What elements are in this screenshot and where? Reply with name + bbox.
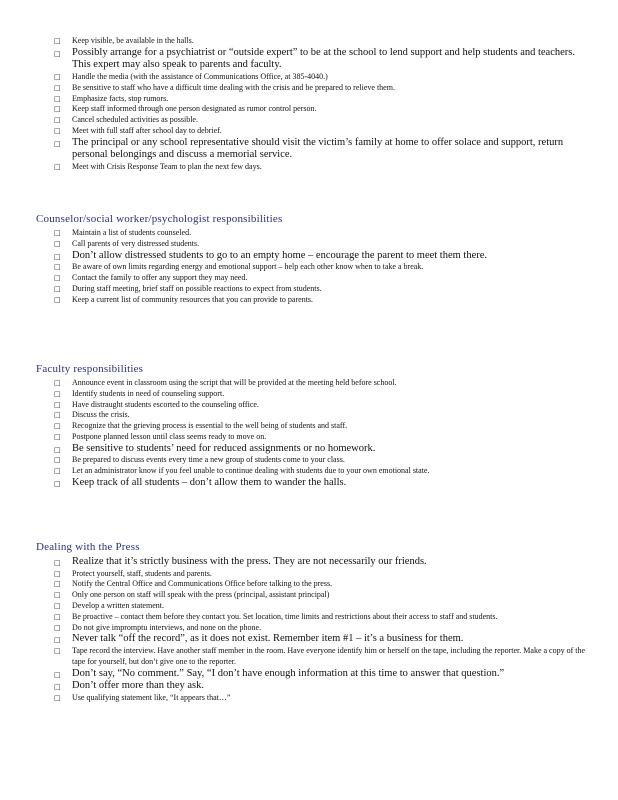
list-item-text: Let an administrator know if you feel unable to continue dealing with students due to your own emotional state. [72,466,430,476]
list-item [36,250,592,263]
counselor-list [36,228,592,305]
list-item [36,477,592,490]
list-item [36,126,592,137]
list-item [36,601,592,612]
bullet-icon: □ [54,229,61,237]
list-item-text: Be sensitive to staff who have a difficult time dealing with the crisis and be prepared to relieve them. [72,82,395,92]
section-heading: Dealing with the Press [36,541,140,553]
list-item-text: Meet with full staff after school day to debrief. [72,125,222,135]
list-item [36,693,592,704]
list-item-text: Don’t allow distressed students to go to an empty home – encourage the parent to meet them there. [72,249,488,261]
list-item-text: Keep track of all students – don’t allow them to wander the halls. [72,476,347,488]
list-item [36,466,592,477]
bullet-icon: □ [54,252,61,261]
bullet-icon: □ [54,72,61,81]
bullet-icon: □ [54,162,61,171]
list-item [36,680,592,693]
bullet-icon: □ [54,379,61,387]
bullet-icon: □ [54,126,61,135]
list-item [36,137,592,162]
list-item-text: Notify the Central Office and Communications Office before talking to the press. [72,579,333,589]
bullet-icon: □ [54,636,61,645]
list-item [36,284,592,295]
list-item [36,400,592,411]
section-counselor [36,212,592,305]
list-item-text: Announce event in classroom using the script that will be provided at the meeting held before school. [72,378,397,387]
press-list [36,556,592,704]
list-item [36,273,592,284]
list-item-text: Discuss the crisis. [72,410,130,420]
bullet-icon: □ [54,591,61,600]
section-heading: Counselor/social worker/psychologist responsibilities [36,213,283,225]
list-item [36,162,592,173]
bullet-icon: □ [54,646,61,655]
bullet-icon: □ [54,580,61,589]
bullet-icon: □ [54,479,61,488]
list-item-text: Do not give impromptu interviews, and none on the phone. [72,622,262,632]
list-item-text: Be proactive – contact them before they contact you. Set location, time limits and restrictions about their access to staff and students. [72,611,498,621]
bullet-icon: □ [54,422,61,431]
list-item [36,228,592,239]
bullet-icon: □ [54,670,61,679]
list-item-text: Cancel scheduled activities as possible. [72,115,198,125]
list-item-text: Never talk “off the record”, as it does not exist. Remember item #1 – it’s a business for them. [72,633,464,645]
bullet-icon: □ [54,49,61,58]
bullet-icon: □ [54,432,61,441]
list-item [36,579,592,590]
bullet-icon: □ [54,612,61,621]
list-item-text: Be aware of own limits regarding energy and emotional support – help each other know when to take a break. [72,262,424,272]
list-item-text: Possibly arrange for a psychiatrist or “outside expert” to be at the school to lend support and help students and teachers. This expert may also speak to parents and faculty. [72,46,575,71]
list-item-text: Handle the media (with the assistance of Communications Office, at 385-4040.) [72,71,328,81]
section-faculty [36,362,592,490]
list-item-text: Only one person on staff will speak with the press (principal, assistant principal) [72,590,330,600]
list-item [36,94,592,105]
bullet-icon: □ [54,284,61,293]
list-item-text: The principal or any school representative should visit the victim’s family at home to offer solace and support, return personal belongings and discuss a memorial service. [72,136,564,161]
list-item-text: Use qualifying statement like, “It appears that…” [72,692,231,702]
bullet-icon: □ [54,601,61,610]
bullet-icon: □ [54,83,61,92]
list-item-text: Recognize that the grieving process is essential to the well being of students and staff. [72,421,348,431]
list-item [36,295,592,306]
section-press [36,540,592,704]
list-item-text: Be prepared to discuss events every time a new group of students come to your class. [72,455,345,465]
bullet-icon: □ [54,295,61,304]
bullet-icon: □ [54,263,61,272]
list-item-text: Don’t say, “No comment.” Say, “I don’t have enough information at this time to answer that question.” [72,667,505,679]
bullet-icon: □ [54,623,61,632]
bullet-icon: □ [54,389,61,398]
bullet-icon: □ [54,559,61,567]
list-item [36,262,592,273]
list-item [36,633,592,646]
list-item [36,556,592,569]
section-heading: Faculty responsibilities [36,363,144,375]
bullet-icon: □ [54,400,61,409]
list-item-text: Don’t offer more than they ask. [72,680,204,692]
list-item-text: Realize that it’s strictly business with the press. They are not necessarily our friends. [72,556,427,567]
bullet-icon: □ [54,445,61,454]
list-item-text: Maintain a list of students counseled. [72,228,192,237]
list-item [36,668,592,681]
faculty-list [36,378,592,490]
bullet-icon: □ [54,456,61,465]
list-item [36,378,592,389]
list-item-text: Tape record the interview. Have another staff member in the room. Have everyone identify him or herself on the tape, including the reporter. Make a copy of the tape for yourself, but don’t give one to the reporter. [72,645,586,666]
principal-responsibilities-list [36,36,592,173]
list-item [36,443,592,456]
list-item-text: Be sensitive to students’ need for reduced assignments or no homework. [72,442,376,454]
list-item-text: Keep staff informed through one person designated as rumor control person. [72,104,317,114]
bullet-icon: □ [54,569,61,578]
bullet-icon: □ [54,467,61,476]
list-item [36,389,592,400]
list-item-text: Keep a current list of community resources that you can provide to parents. [72,294,314,304]
list-item-text: Protect yourself, staff, students and parents. [72,568,212,578]
list-item-text: Postpone planned lesson until class seems ready to move on. [72,431,267,441]
list-item-text: Emphasize facts, stop rumors. [72,93,169,103]
list-item [36,569,592,580]
list-item-text: Identify students in need of counseling support. [72,388,225,398]
bullet-icon: □ [54,411,61,420]
list-item-text: During staff meeting, brief staff on possible reactions to expect from students. [72,283,322,293]
bullet-icon: □ [54,37,61,45]
list-item [36,83,592,94]
bullet-icon: □ [54,239,61,248]
list-item [36,421,592,432]
list-item-text: Meet with Crisis Response Team to plan the next few days. [72,161,262,171]
list-item [36,47,592,72]
list-item [36,455,592,466]
bullet-icon: □ [54,273,61,282]
list-item [36,590,592,601]
bullet-icon: □ [54,116,61,125]
bullet-icon: □ [54,693,61,702]
list-item-text: Contact the family to offer any support they may need. [72,272,248,282]
list-item [36,612,592,623]
list-item [36,104,592,115]
list-item [36,623,592,634]
list-item-text: Keep visible, be available in the halls. [72,36,194,45]
bullet-icon: □ [54,105,61,114]
list-item-text: Call parents of very distressed students. [72,238,200,248]
list-item [36,36,592,47]
list-item [36,410,592,421]
list-item [36,646,592,668]
list-item [36,72,592,83]
bullet-icon: □ [54,683,61,692]
bullet-icon: □ [54,139,61,148]
list-item [36,115,592,126]
list-item [36,239,592,250]
list-item-text: Have distraught students escorted to the counseling office. [72,399,259,409]
list-item-text: Develop a written statement. [72,600,164,610]
bullet-icon: □ [54,94,61,103]
list-item [36,432,592,443]
